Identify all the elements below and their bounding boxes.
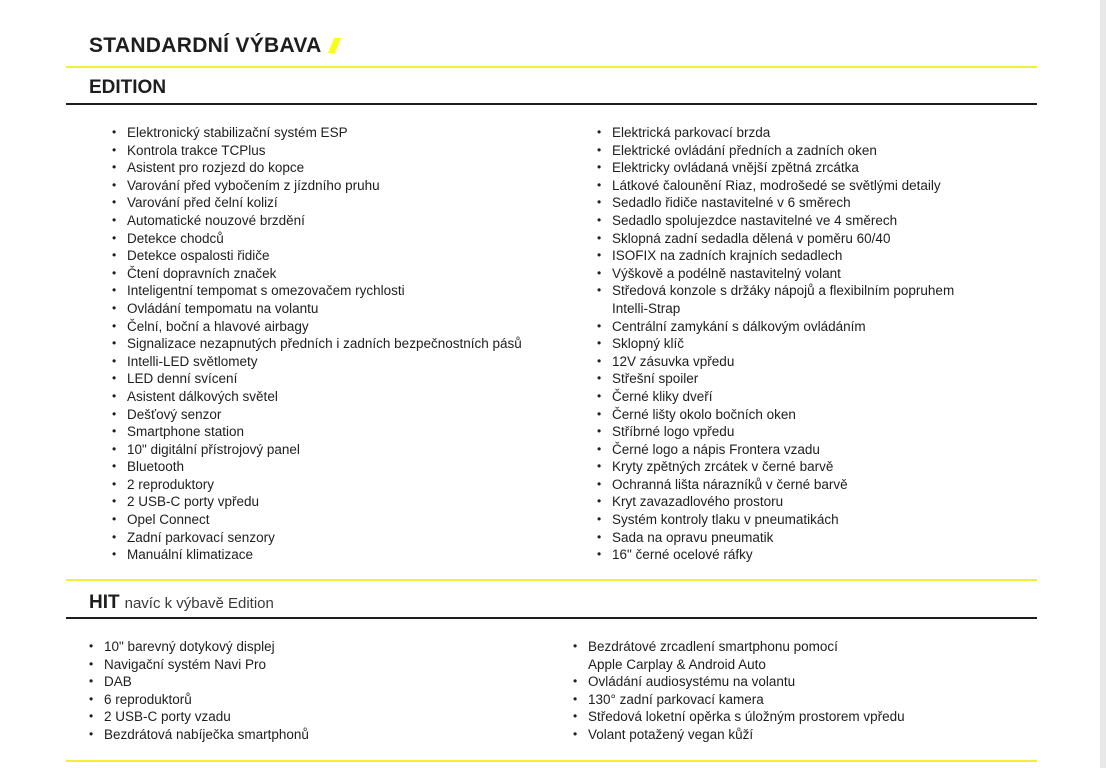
edition-left-item: • Asistent pro rozjezd do kopce	[112, 159, 522, 177]
edition-left-item: • 2 USB-C porty vpředu	[112, 493, 522, 511]
edition-right-item: • Sedadlo spolujezdce nastavitelné ve 4 směrech	[597, 212, 954, 230]
page-title	[89, 34, 338, 58]
edition-left-item: • Detekce ospalosti řidiče	[112, 247, 522, 265]
edition-right-item: • Stříbrné logo vpředu	[597, 423, 954, 441]
edition-right-item: • Elektricky ovládaná vnější zpětná zrcátka	[597, 159, 954, 177]
edition-header-rule	[66, 103, 1037, 105]
hit-title-text: HIT	[89, 592, 120, 613]
page-edge-strip	[1100, 0, 1106, 768]
edition-left-list	[112, 124, 522, 564]
edition-right-item: • Kryty zpětných zrcátek v černé barvě	[597, 458, 954, 476]
edition-right-item: • Elektrická parkovací brzda	[597, 124, 954, 142]
edition-left-item: • Kontrola trakce TCPlus	[112, 142, 522, 160]
edition-left-item: • Signalizace nezapnutých předních i zadních bezpečnostních pásů	[112, 335, 522, 353]
edition-left-item: • Smartphone station	[112, 423, 522, 441]
edition-left-item: • Opel Connect	[112, 511, 522, 529]
title-divider	[66, 66, 1037, 68]
edition-right-item: • Středová konzole s držáky nápojů a flexibilním popruhem	[597, 282, 954, 300]
hit-bottom-divider	[66, 760, 1037, 762]
edition-right-item: • Sedadlo řidiče nastavitelné v 6 směrech	[597, 194, 954, 212]
edition-left-item: • Automatické nouzové brzdění	[112, 212, 522, 230]
hit-right-item: • Středová loketní opěrka s úložným prostorem vpředu	[573, 708, 905, 726]
edition-right-item: Intelli-Strap	[612, 300, 681, 316]
edition-left-item: • Bluetooth	[112, 458, 522, 476]
hit-left-item: • Navigační systém Navi Pro	[89, 656, 309, 674]
edition-left-item: • Detekce chodců	[112, 230, 522, 248]
edition-right-item: • Elektrické ovládání předních a zadních oken	[597, 142, 954, 160]
edition-right-item: • 12V zásuvka vpředu	[597, 353, 954, 371]
page-title-text: STANDARDNÍ VÝBAVA	[89, 34, 322, 57]
edition-left-item: • LED denní svícení	[112, 370, 522, 388]
hit-left-item: • 10" barevný dotykový displej	[89, 638, 309, 656]
edition-right-item: • Kryt zavazadlového prostoru	[597, 493, 954, 511]
edition-right-item: • ISOFIX na zadních krajních sedadlech	[597, 247, 954, 265]
edition-right-item: • Výškově a podélně nastavitelný volant	[597, 265, 954, 283]
edition-left-item: • Varování před vybočením z jízdního pruhu	[112, 177, 522, 195]
hit-subtitle: navíc k výbavě Edition	[124, 595, 274, 612]
edition-left-item: • Inteligentní tempomat s omezovačem rychlosti	[112, 282, 522, 300]
hit-left-item: • Bezdrátová nabíječka smartphonů	[89, 726, 309, 744]
edition-right-item: • Černé logo a nápis Frontera vzadu	[597, 441, 954, 459]
edition-right-item: • Černé kliky dveří	[597, 388, 954, 406]
hit-left-item: • 6 reproduktorů	[89, 691, 309, 709]
hit-right-list	[573, 638, 905, 744]
edition-left-item: • 2 reproduktory	[112, 476, 522, 494]
edition-right-item: • 16" černé ocelové ráfky	[597, 546, 954, 564]
hit-right-item: • Ovládání audiosystému na volantu	[573, 673, 905, 691]
edition-right-item: • Systém kontroly tlaku v pneumatikách	[597, 511, 954, 529]
edition-left-item: • Dešťový senzor	[112, 406, 522, 424]
edition-left-item: • Varování před čelní kolizí	[112, 194, 522, 212]
hit-right-item: • 130° zadní parkovací kamera	[573, 691, 905, 709]
section-title-edition: EDITION	[89, 77, 167, 98]
edition-right-item: • Černé lišty okolo bočních oken	[597, 406, 954, 424]
edition-left-item: • Intelli-LED světlomety	[112, 353, 522, 371]
edition-left-item: • 10" digitální přístrojový panel	[112, 441, 522, 459]
hit-right-item: • Volant potažený vegan kůží	[573, 726, 905, 744]
hit-left-item: • DAB	[89, 673, 309, 691]
hit-left-list	[89, 638, 309, 744]
hit-right-item: • Bezdrátové zrcadlení smartphonu pomocí	[573, 638, 905, 656]
edition-right-item: • Střešní spoiler	[597, 370, 954, 388]
edition-left-item: • Elektronický stabilizační systém ESP	[112, 124, 522, 142]
edition-right-list	[597, 124, 954, 564]
edition-right-item: • Sklopná zadní sedadla dělená v poměru 60/40	[597, 230, 954, 248]
edition-right-item: • Ochranná lišta nárazníků v černé barvě	[597, 476, 954, 494]
title-accent-mark	[328, 38, 341, 53]
edition-left-item: • Ovládání tempomatu na volantu	[112, 300, 522, 318]
edition-left-item: • Čtení dopravních značek	[112, 265, 522, 283]
edition-right-item: • Látkové čalounění Riaz, modrošedé se světlými detaily	[597, 177, 954, 195]
edition-left-item: • Zadní parkovací senzory	[112, 529, 522, 547]
edition-right-item: • Sklopný klíč	[597, 335, 954, 353]
hit-right-item: Apple Carplay & Android Auto	[588, 656, 766, 672]
hit-header-rule	[66, 617, 1037, 619]
edition-right-item: • Centrální zamykání s dálkovým ovládáním	[597, 318, 954, 336]
edition-left-item: • Manuální klimatizace	[112, 546, 522, 564]
section-title-hit	[89, 592, 274, 614]
edition-left-item: • Asistent dálkových světel	[112, 388, 522, 406]
edition-right-item: • Sada na opravu pneumatik	[597, 529, 954, 547]
edition-bottom-divider	[66, 579, 1037, 581]
hit-left-item: • 2 USB-C porty vzadu	[89, 708, 309, 726]
edition-left-item: • Čelní, boční a hlavové airbagy	[112, 318, 522, 336]
